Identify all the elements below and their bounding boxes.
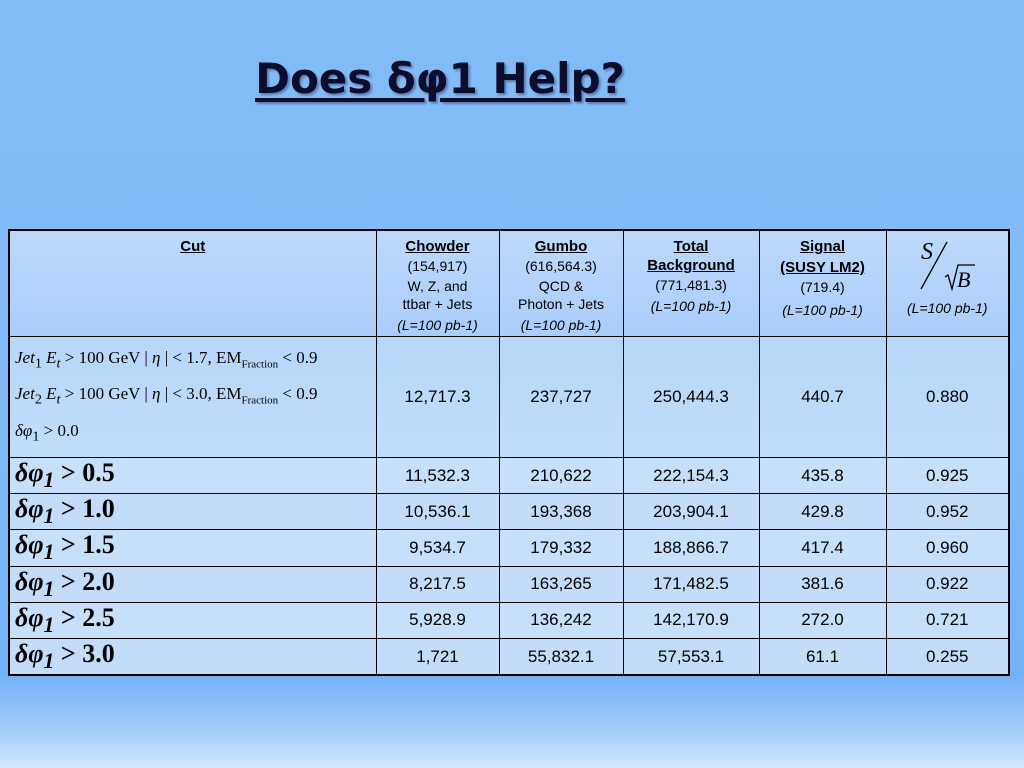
cut-condition: $\delta\varphi_1 > 1.5$ bbox=[9, 530, 376, 566]
gumbo-value: 237,727 bbox=[499, 337, 623, 458]
chowder-value: 11,532.3 bbox=[376, 458, 499, 494]
dphi-cut-formula: $\delta\varphi_1 > 0.0$ bbox=[15, 420, 79, 445]
cut-condition: $\delta\varphi_1 > 2.0$ bbox=[9, 566, 376, 602]
gumbo-value: 55,832.1 bbox=[499, 638, 623, 675]
header-total-background: Total Background (771,481.3) (L=100 pb-1) bbox=[623, 230, 759, 337]
total-background-value: 250,444.3 bbox=[623, 337, 759, 458]
header-cut: Cut bbox=[9, 230, 376, 337]
header-row bbox=[9, 230, 1009, 337]
signal-value: 381.6 bbox=[759, 566, 886, 602]
slide-title: Does δφ1 Help? bbox=[255, 54, 625, 103]
chowder-value: 8,217.5 bbox=[376, 566, 499, 602]
gumbo-value: 136,242 bbox=[499, 602, 623, 638]
gumbo-value: 193,368 bbox=[499, 494, 623, 530]
table-row bbox=[9, 566, 1009, 602]
s-over-sqrt-b-value: 0.880 bbox=[886, 337, 1009, 458]
signal-value: 429.8 bbox=[759, 494, 886, 530]
cut-condition: $\delta\varphi_1 > 0.5$ bbox=[9, 458, 376, 494]
table-row bbox=[9, 530, 1009, 566]
chowder-value: 12,717.3 bbox=[376, 337, 499, 458]
chowder-value: 10,536.1 bbox=[376, 494, 499, 530]
gumbo-value: 163,265 bbox=[499, 566, 623, 602]
chowder-value: 9,534.7 bbox=[376, 530, 499, 566]
jet2-cut-formula: Jet$_2$ $E_t > 100$ GeV | η | < 3.0, $EM_{Fraction} < 0.9$ bbox=[15, 384, 318, 408]
total-background-value: 222,154.3 bbox=[623, 458, 759, 494]
s-over-sqrt-b-value: 0.925 bbox=[886, 458, 1009, 494]
cut-condition: $\delta\varphi_1 > 1.0$ bbox=[9, 494, 376, 530]
table-row bbox=[9, 638, 1009, 675]
gumbo-value: 210,622 bbox=[499, 458, 623, 494]
total-background-value: 203,904.1 bbox=[623, 494, 759, 530]
signal-value: 435.8 bbox=[759, 458, 886, 494]
s-over-sqrt-b-value: 0.721 bbox=[886, 602, 1009, 638]
cut-condition: $\delta\varphi_1 > 2.5$ bbox=[9, 602, 376, 638]
total-background-value: 142,170.9 bbox=[623, 602, 759, 638]
total-background-value: 57,553.1 bbox=[623, 638, 759, 675]
table-row bbox=[9, 337, 1009, 458]
table-row bbox=[9, 494, 1009, 530]
cut-condition: $\delta\varphi_1 > 3.0$ bbox=[9, 638, 376, 675]
table-row bbox=[9, 458, 1009, 494]
chowder-value: 1,721 bbox=[376, 638, 499, 675]
s-over-sqrt-b-value: 0.952 bbox=[886, 494, 1009, 530]
s-over-sqrt-b-value: 0.922 bbox=[886, 566, 1009, 602]
svg-text:B: B bbox=[957, 267, 971, 292]
svg-text:S: S bbox=[921, 239, 934, 265]
header-gumbo: Gumbo (616,564.3) QCD & Photon + Jets (L=100 pb-1) bbox=[499, 230, 623, 337]
total-background-value: 171,482.5 bbox=[623, 566, 759, 602]
signal-value: 61.1 bbox=[759, 638, 886, 675]
jet1-cut-formula: Jet$_1$ $E_t > 100$ GeV | η | < 1.7, $EM_{Fraction} < 0.9$ bbox=[15, 347, 318, 372]
header-signal: Signal (SUSY LM2) (719.4) (L=100 pb-1) bbox=[759, 230, 886, 337]
first-cut-conditions bbox=[9, 337, 376, 458]
signal-value: 417.4 bbox=[759, 530, 886, 566]
s-over-sqrt-b-value: 0.255 bbox=[886, 638, 1009, 675]
signal-value: 440.7 bbox=[759, 337, 886, 458]
table-row bbox=[9, 602, 1009, 638]
s-over-sqrt-b-value: 0.960 bbox=[886, 530, 1009, 566]
header-chowder: Chowder (154,917) W, Z, and ttbar + Jets (L=100 pb-1) bbox=[376, 230, 499, 337]
signal-value: 272.0 bbox=[759, 602, 886, 638]
gumbo-value: 179,332 bbox=[499, 530, 623, 566]
cut-flow-table bbox=[8, 229, 1010, 676]
chowder-value: 5,928.9 bbox=[376, 602, 499, 638]
total-background-value: 188,866.7 bbox=[623, 530, 759, 566]
header-s-over-sqrt-b: S B (L=100 pb-1) bbox=[886, 230, 1009, 337]
s-over-sqrt-b-formula-icon bbox=[917, 237, 977, 298]
